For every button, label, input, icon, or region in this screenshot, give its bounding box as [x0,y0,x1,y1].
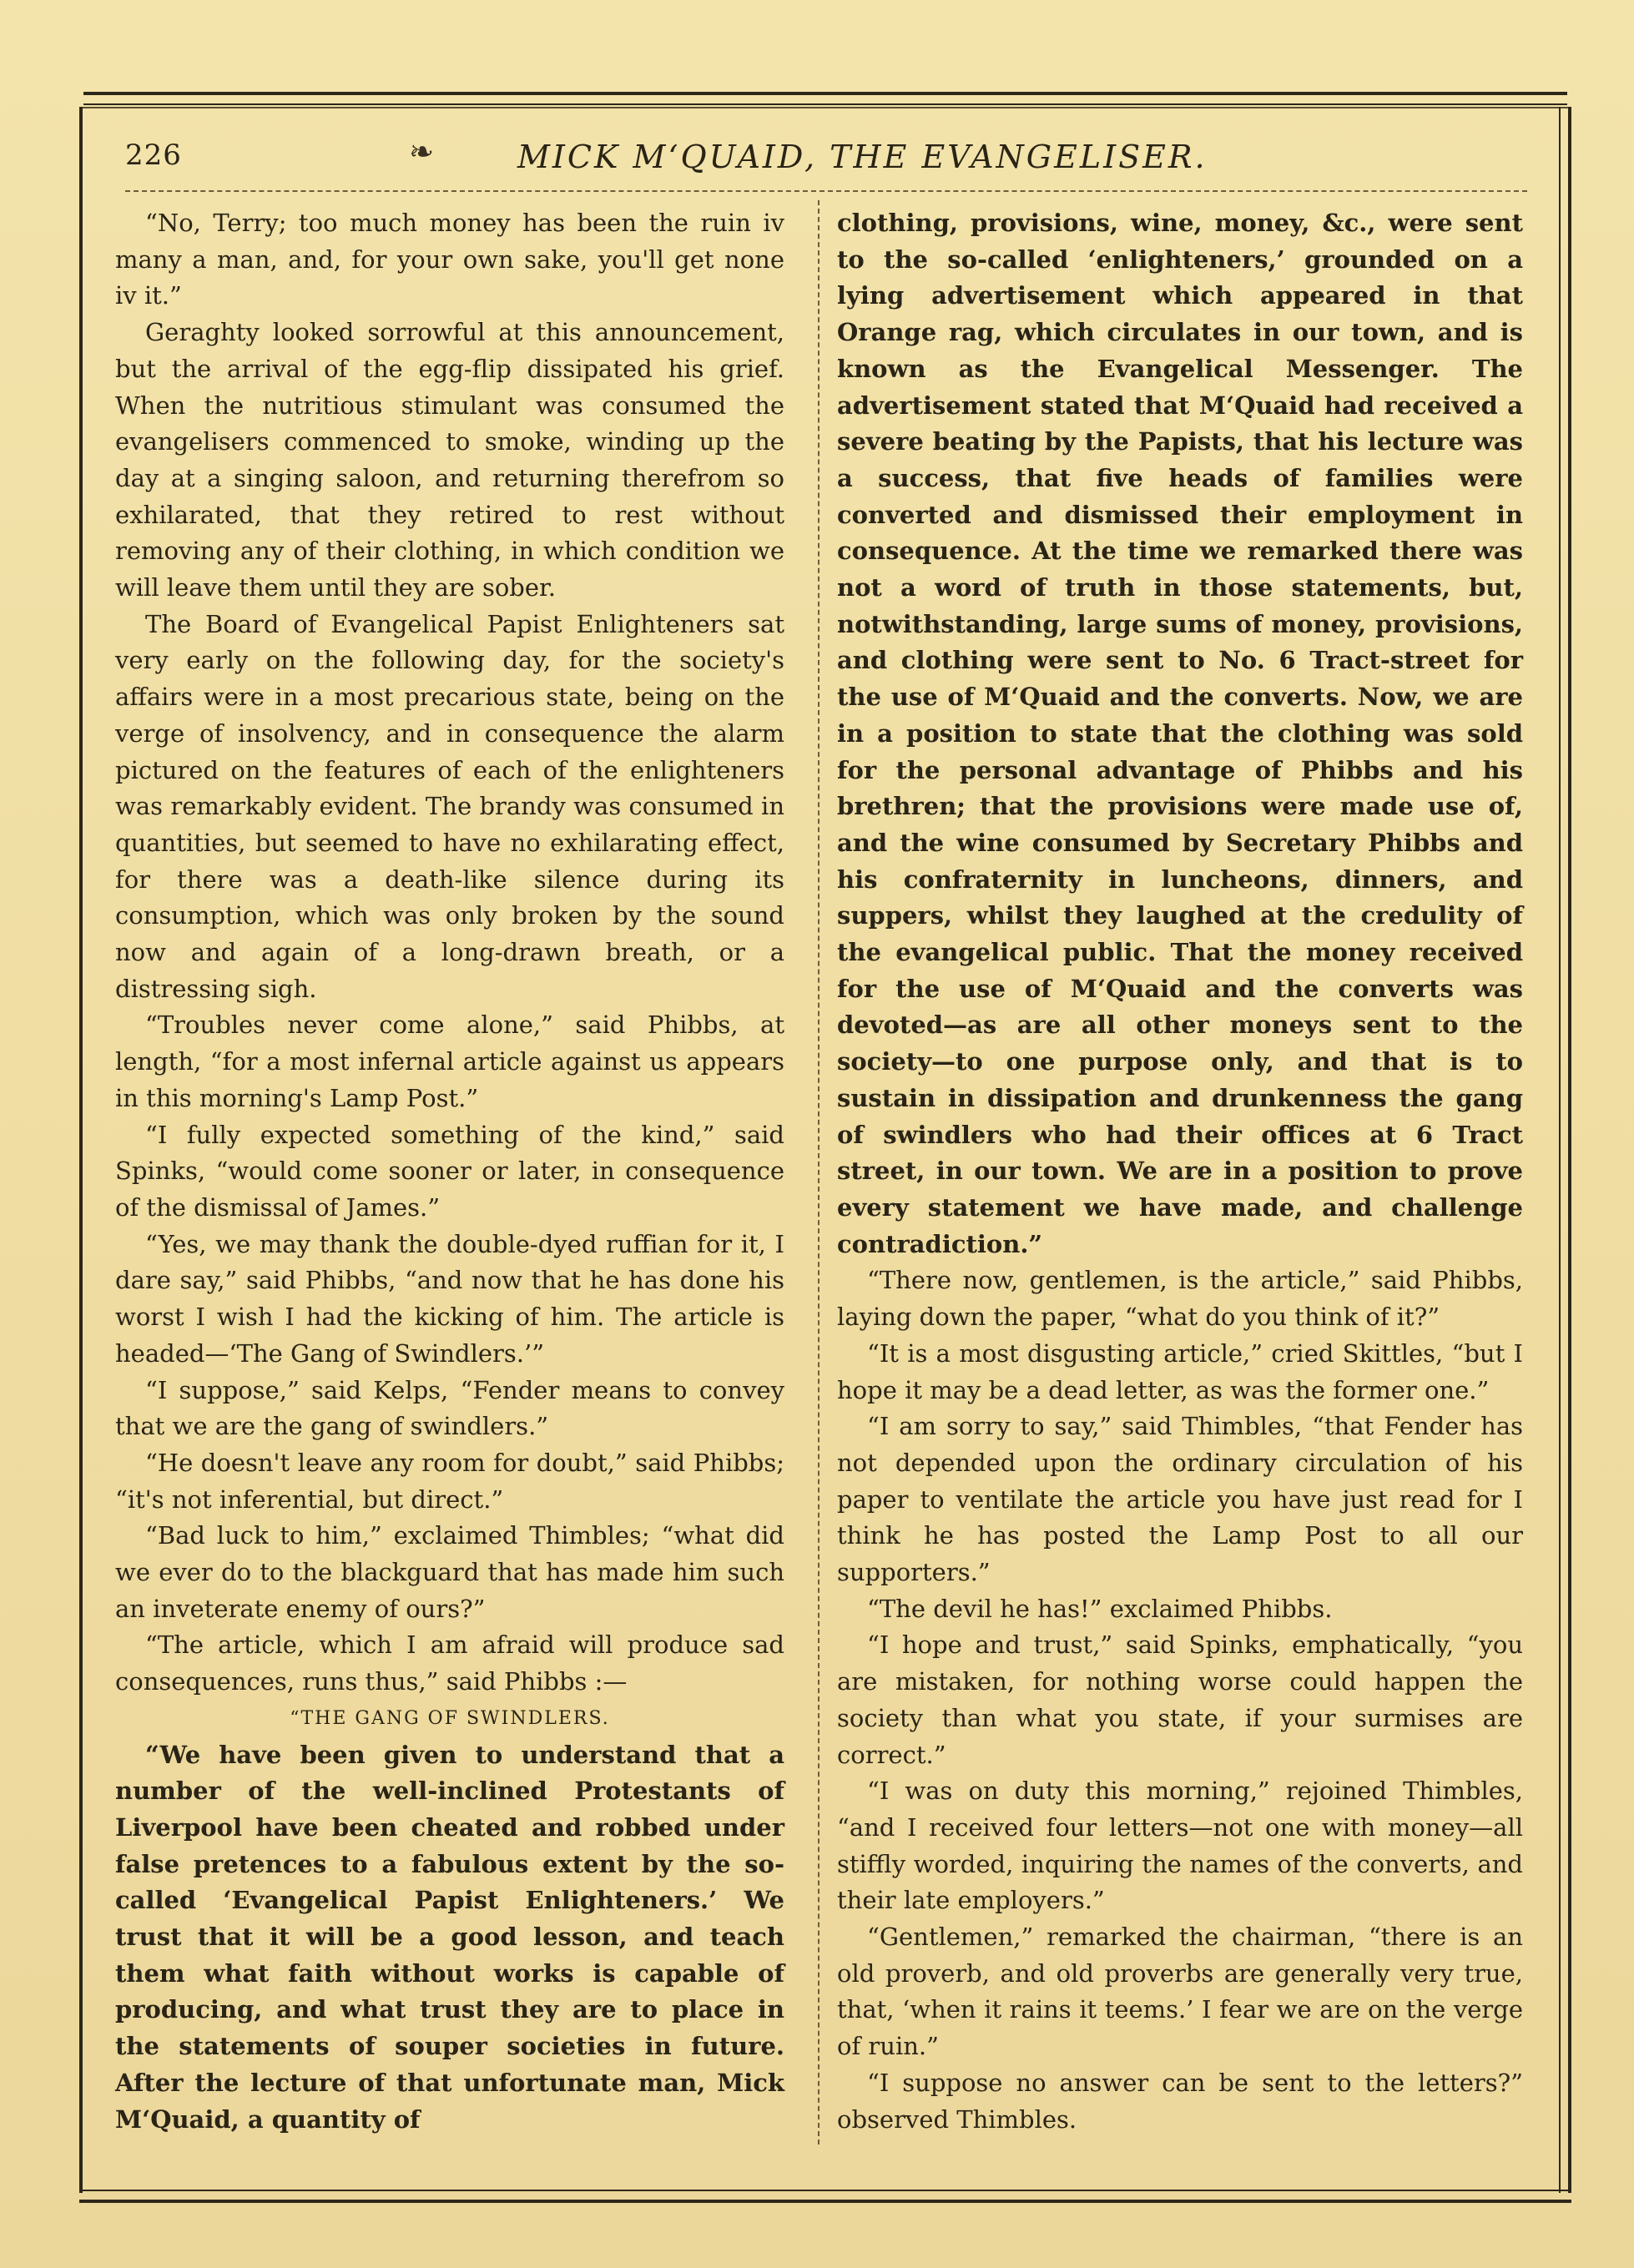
right-column [837,205,1523,2138]
running-header [125,134,1527,184]
bottom-border-rule [79,2190,1571,2203]
top-inner-rule [79,107,1571,108]
paragraph: “The devil he has!” exclaimed Phibbs. [867,1594,1333,1623]
paragraph: clothing, provisions, wine, money, &c., were sent to the so-called ‘enlighteners,’ grounded on a lying advertisement which appeared in that Orange rag, which circulates in our town, and is known as the Evangelical Messenger. The advertisement stated that M‘Quaid had received a severe beating by the Papists, that his lecture was a success, that five heads of families were converted and dismissed their employment in consequence. At the time we remarked there was not a word of truth in those statements, but, notwithstanding, large sums of money, provisions, and clothing were sent to No. 6 Tract-street for the use of M‘Quaid and the converts. Now, we are in a position to state that the clothing was sold for the personal advantage of Phibbs and his brethren; that the provisions were made use of, and the wine consumed by Secretary Phibbs and his confraternity in luncheons, dinners, and suppers, whilst they laughed at the credulity of the evangelical public. That the money received for the use of M‘Quaid and the converts was devoted—as are all other moneys sent to the society—to one purpose only, and that is to sustain in dissipation and drunkenness the gang of swindlers who had their offices at 6 Tract street, in our town. We are in a position to prove every statement we have made, and challenge contradiction.” [837,209,1523,1258]
paragraph: “Troubles never come alone,” said Phibbs, at length, “for a most infernal article against us appears in this morning's Lamp Post.” [115,1011,784,1112]
paragraph: “I suppose,” said Kelps, “Fender means to convey that we are the gang of swindlers.” [115,1375,784,1441]
paragraph: “We have been given to understand that a number of the well-inclined Protestants of Liverpool have been cheated and robbed under false pretences to a fabulous extent by the so-called ‘Evangelical Papist Enlighteners.’ We trust that it will be a good lesson, and teach them what faith without works is capable of producing, and what trust they are to place in the statements of souper societies in future. After the lecture of that unfortunate man, Mick M‘Quaid, a quantity of [115,1740,784,2134]
column-divider [818,200,820,2145]
paragraph: “I suppose no answer can be sent to the letters?” observed Thimbles. [837,2068,1523,2134]
paragraph: “The article, which I am afraid will produce sad consequences, runs thus,” said Phibbs :— [115,1630,784,1696]
paragraph: The Board of Evangelical Papist Enlighteners sat very early on the following day, for the society's affairs were in a most precarious state, being on the verge of insolvency, and in consequence the alarm pictured on the features of each of the enlighteners was remarkably evident. The brandy was consumed in quantities, but seemed to have no exhilarating effect, for there was a death-like silence during its consumption, which was only broken by the sound now and again of a long-drawn breath, or a distressing sigh. [115,609,784,1003]
paragraph: “I fully expected something of the kind,” said Spinks, “would come sooner or later, in consequence of the dismissal of James.” [115,1120,784,1222]
right-border-rule [1568,107,1571,2193]
paragraph: “I am sorry to say,” said Thimbles, “that Fender has not depended upon the ordinary circulation of his paper to ventilate the article you have just read for I think he has posted the Lamp Post to all our supporters.” [837,1412,1523,1587]
paragraph: “There now, gentlemen, is the article,” said Phibbs, laying down the paper, “what do you think of it?” [837,1266,1523,1332]
header-divider [125,190,1527,192]
paragraph: “Bad luck to him,” exclaimed Thimbles; “what did we ever do to the blackguard that has made him such an inveterate enemy of ours?” [115,1521,784,1623]
paragraph: Geraghty looked sorrowful at this announcement, but the arrival of the egg-flip dissipated his grief. When the nutritious stimulant was consumed the evangelisers commenced to smoke, winding up the day at a singing saloon, and returning therefrom so exhilarated, that they retired to rest without removing any of their clothing, in which condition we will leave them until they are sober. [115,318,784,602]
ornament-icon: ❧ [409,135,435,169]
paragraph: “No, Terry; too much money has been the ruin iv many a man, and, for your own sake, you'll get none iv it.” [115,209,784,310]
running-title: MICK M‘QUAID, THE EVANGELISER. [517,139,1208,175]
paragraph: “It is a most disgusting article,” cried Skittles, “but I hope it may be a dead letter, as was the former one.” [837,1338,1523,1404]
left-border-rule [79,107,83,2193]
paragraph: “He doesn't leave any room for doubt,” said Phibbs; “it's not inferential, but direct.” [115,1448,784,1514]
article-subheading: “THE GANG OF SWINDLERS. [290,1707,610,1729]
right-inner-rule [1559,107,1561,2193]
paragraph: “Yes, we may thank the double-dyed ruffian for it, I dare say,” said Phibbs, “and now that he has done his worst I wish I had the kicking of him. The article is headed—‘The Gang of Swindlers.’” [115,1229,784,1368]
paragraph: “I hope and trust,” said Spinks, emphatically, “you are mistaken, for nothing worse could happen the society than what you state, if your surmises are correct.” [837,1630,1523,1769]
paragraph: “Gentlemen,” remarked the chairman, “there is an old proverb, and old proverbs are generally very true, that, ‘when it rains it teems.’ I fear we are on the verge of ruin.” [837,1923,1523,2061]
paragraph: “I was on duty this morning,” rejoined Thimbles, “and I received four letters—not one with money—all stiffly worded, inquiring the names of the converts, and their late employers.” [837,1777,1523,1915]
page-number: 226 [125,139,182,172]
left-column [115,205,784,2138]
top-border-rule [83,92,1567,105]
